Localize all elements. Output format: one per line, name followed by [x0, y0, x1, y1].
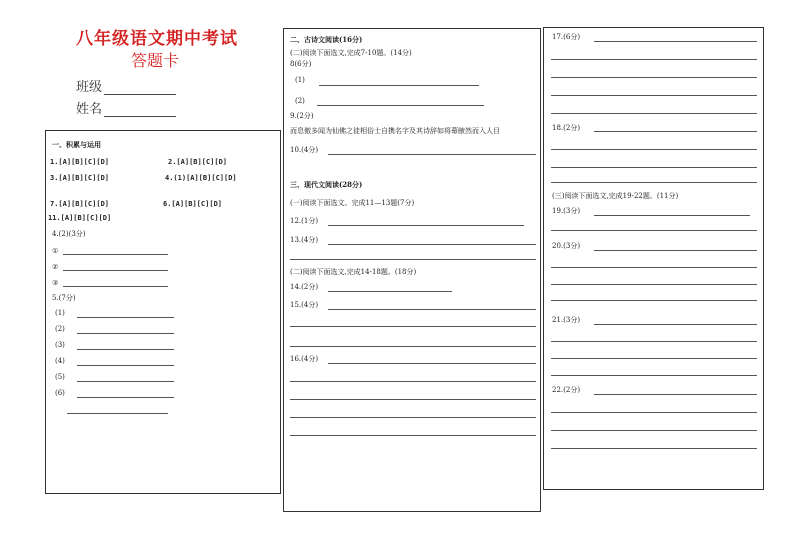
q16-answer-line-4[interactable]	[290, 417, 536, 418]
subsection-3-2-heading: (二)阅读下面选文,完成14-18题。(18分)	[290, 268, 417, 276]
section-1-panel	[45, 130, 281, 494]
q5-answer-line-4[interactable]	[77, 365, 174, 366]
q21-answer-line-1[interactable]	[594, 324, 757, 325]
q18-answer-line-4[interactable]	[551, 182, 757, 183]
q18-label: 18.(2分)	[552, 124, 581, 132]
q15-answer-line-2[interactable]	[290, 326, 536, 327]
section-1-title: 一、积累与运用	[52, 140, 101, 149]
name-label: 姓名	[76, 102, 103, 117]
q22-answer-line-1[interactable]	[594, 394, 757, 395]
exam-title: 八年级语文期中考试	[76, 29, 238, 49]
q12-answer-line[interactable]	[328, 225, 524, 226]
mc-q6[interactable]: 6.[A][B][C][D]	[163, 200, 223, 208]
mc-q11[interactable]: 11.[A][B][C][D]	[48, 214, 112, 222]
q19-label: 19.(3分)	[552, 207, 581, 215]
q9-sentence: 而息傲多闻为仙佛之徒相俗士自携名字及其诗辞如将幕腋然而入人目	[290, 127, 500, 135]
subsection-3-1-heading: (一)阅读下面选文。完成11—13题(7分)	[290, 199, 415, 207]
q21-label: 21.(3分)	[552, 316, 581, 324]
q5-item-3: (3)	[55, 341, 65, 349]
q14-answer-line[interactable]	[328, 291, 452, 292]
q4-answer-line-3[interactable]	[63, 286, 168, 287]
q5-answer-line-6[interactable]	[77, 397, 174, 398]
q22-answer-line-2[interactable]	[551, 412, 757, 413]
q15-answer-line-3[interactable]	[290, 346, 536, 347]
q10-label: 10.(4分)	[290, 146, 319, 154]
q20-answer-line-2[interactable]	[551, 267, 757, 268]
q9-label: 9.(2分)	[290, 112, 314, 120]
q20-answer-line-3[interactable]	[551, 284, 757, 285]
q19-answer-line-1[interactable]	[594, 215, 750, 216]
q16-label: 16.(4分)	[290, 355, 319, 363]
q16-answer-line-1[interactable]	[328, 363, 536, 364]
q17-label: 17.(6分)	[552, 33, 581, 41]
q4-item-1: ①	[52, 247, 59, 255]
class-input-line[interactable]	[104, 82, 176, 95]
q21-answer-line-4[interactable]	[551, 375, 757, 376]
q5-item-4: (4)	[55, 357, 65, 365]
q16-answer-line-2[interactable]	[290, 381, 536, 382]
q8-answer-line-1[interactable]	[319, 85, 479, 86]
q18-answer-line-2[interactable]	[551, 149, 757, 150]
q5-label: 5.(7分)	[52, 294, 76, 302]
q12-label: 12.(1分)	[290, 217, 319, 225]
q18-answer-line-3[interactable]	[551, 167, 757, 168]
q16-answer-line-3[interactable]	[290, 399, 536, 400]
q17-answer-line-2[interactable]	[551, 59, 757, 60]
q4-item-2: ②	[52, 263, 59, 271]
q5-item-6: (6)	[55, 389, 65, 397]
section-3-title: 三、现代文阅读(28分)	[290, 180, 363, 189]
q4-answer-line-2[interactable]	[63, 270, 168, 271]
q5-answer-line-5[interactable]	[77, 381, 174, 382]
q22-answer-line-4[interactable]	[551, 448, 757, 449]
q5-item-5: (5)	[55, 373, 65, 381]
subsection-3-3-heading: (三)阅读下面选文,完成19-22题。(11分)	[552, 192, 679, 200]
q20-answer-line-4[interactable]	[551, 300, 757, 301]
answer-card-subtitle: 答题卡	[131, 51, 180, 70]
q22-answer-line-3[interactable]	[551, 430, 757, 431]
q22-label: 22.(2分)	[552, 386, 581, 394]
q5-answer-line-3[interactable]	[77, 349, 174, 350]
mc-q4-1[interactable]: 4.(1)[A][B][C][D]	[165, 174, 237, 182]
subsection-2-2-heading: (二)阅读下面选文,完成7-10题。(14分)	[290, 49, 412, 57]
q8-item-2: (2)	[295, 97, 305, 105]
q5-answer-line-2[interactable]	[77, 333, 174, 334]
q13-answer-line-1[interactable]	[328, 244, 536, 245]
name-field	[76, 98, 176, 117]
q17-answer-line-5[interactable]	[551, 113, 757, 114]
q4-2-label: 4.(2)(3分)	[52, 230, 86, 238]
q13-answer-line-2[interactable]	[290, 259, 536, 260]
class-label: 班级	[76, 80, 103, 95]
q21-answer-line-2[interactable]	[551, 341, 757, 342]
q19-answer-line-2[interactable]	[551, 230, 757, 231]
q17-answer-line-1[interactable]	[594, 41, 757, 42]
q17-answer-line-4[interactable]	[551, 95, 757, 96]
mc-q7[interactable]: 7.[A][B][C][D]	[50, 200, 110, 208]
q14-label: 14.(2分)	[290, 283, 319, 291]
mc-q1[interactable]: 1.[A][B][C][D]	[50, 158, 110, 166]
section-2-title: 二、古诗文阅读(16分)	[290, 35, 363, 44]
q10-answer-line[interactable]	[328, 154, 536, 155]
q20-label: 20.(3分)	[552, 242, 581, 250]
q16-answer-line-5[interactable]	[290, 435, 536, 436]
q21-answer-line-3[interactable]	[551, 358, 757, 359]
q4-answer-line-1[interactable]	[63, 254, 168, 255]
q15-answer-line-1[interactable]	[328, 309, 536, 310]
class-field	[76, 76, 176, 95]
q8-answer-line-2[interactable]	[317, 105, 484, 106]
mc-q2[interactable]: 2.[A][B][C][D]	[168, 158, 228, 166]
mc-q3[interactable]: 3.[A][B][C][D]	[50, 174, 110, 182]
name-input-line[interactable]	[104, 104, 176, 117]
q17-answer-line-3[interactable]	[551, 77, 757, 78]
q5-answer-line-7[interactable]	[67, 413, 168, 414]
q18-answer-line-1[interactable]	[594, 131, 757, 132]
q5-item-1: (1)	[55, 309, 65, 317]
q4-item-3: ③	[52, 279, 59, 287]
q5-item-2: (2)	[55, 325, 65, 333]
q13-label: 13.(4分)	[290, 236, 319, 244]
q20-answer-line-1[interactable]	[594, 250, 757, 251]
q8-item-1: (1)	[295, 76, 305, 84]
q8-label: 8(6分)	[290, 60, 312, 68]
section-right-panel	[543, 27, 764, 490]
section-2-3-panel	[283, 28, 541, 512]
q5-answer-line-1[interactable]	[77, 317, 174, 318]
q15-label: 15.(4分)	[290, 301, 319, 309]
